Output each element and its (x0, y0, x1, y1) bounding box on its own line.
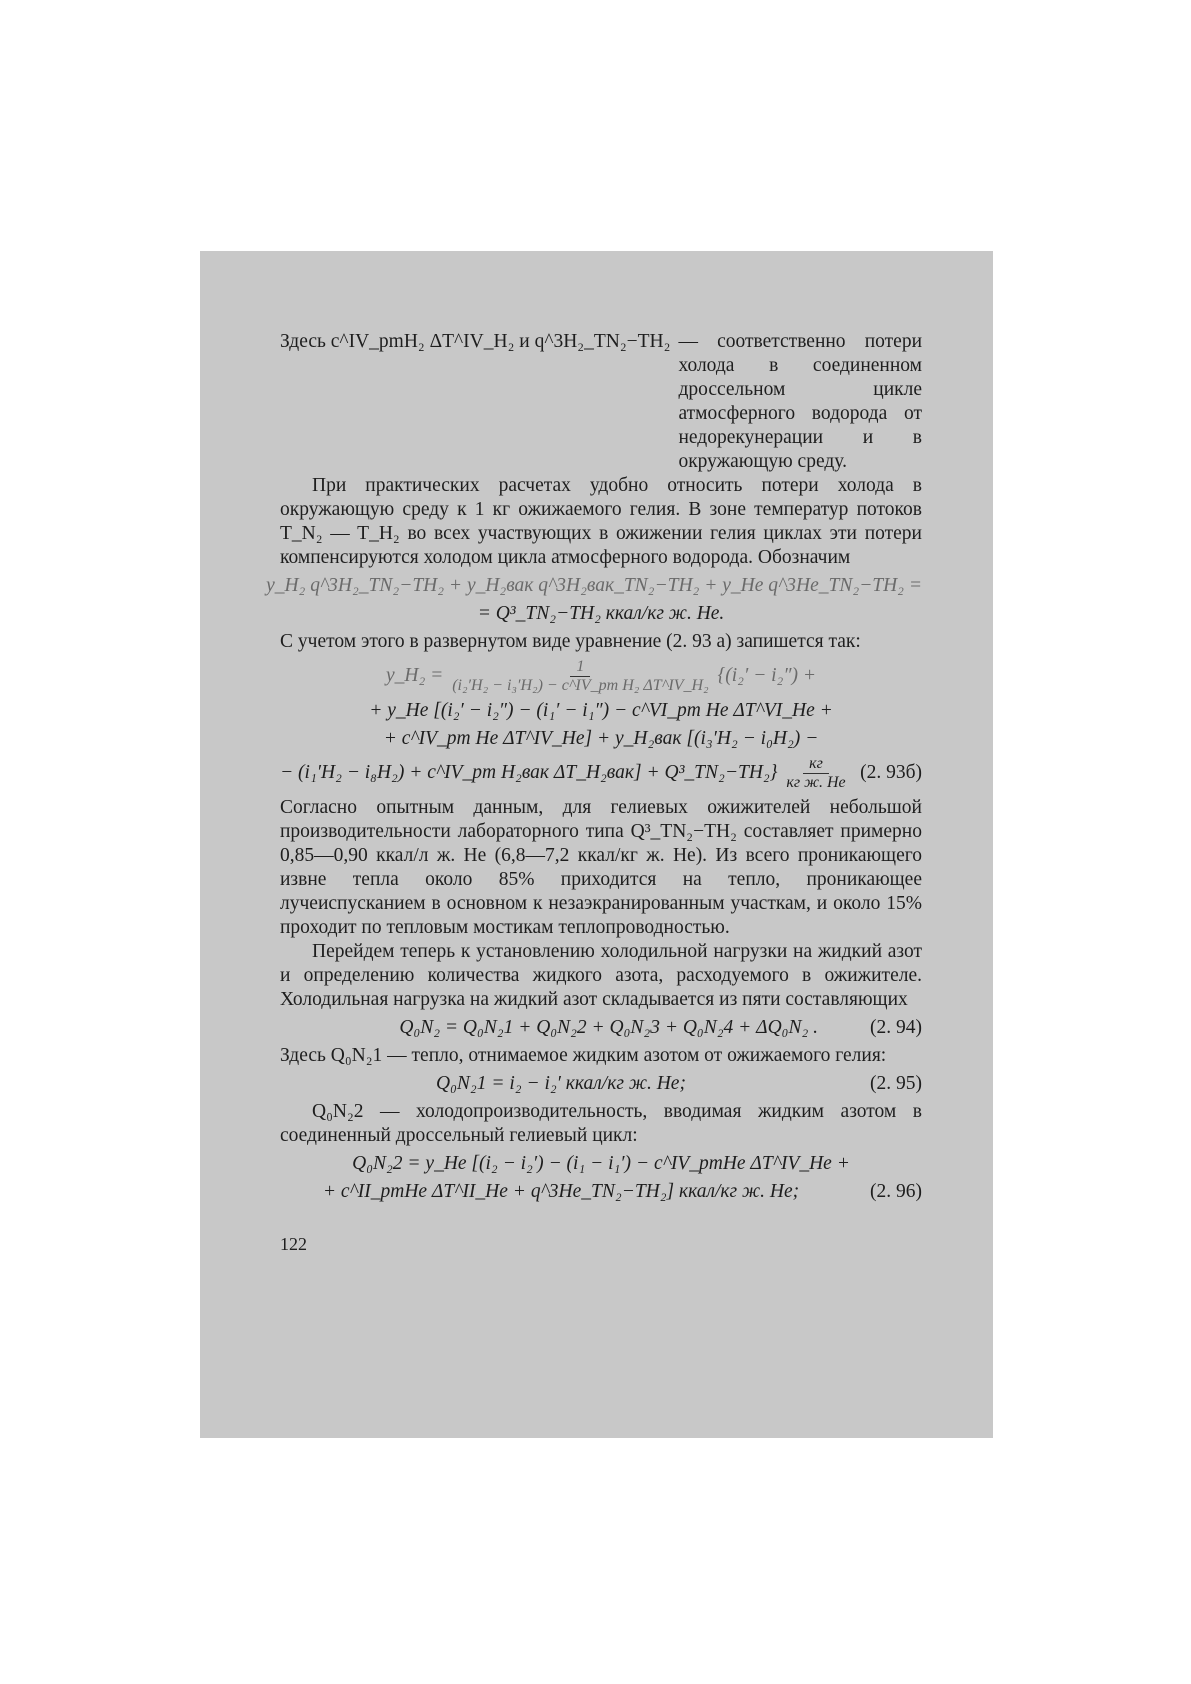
paragraph-heat-losses: При практических расчетах удобно относить потери холода в окружающую среду к 1 кг ожижаемого гелия. В зоне температур потоков T_N₂ — T_H₂ во всех участвующих в ожижении гелия циклах эти потери компенсируются холодом цикла атмосферного водорода. Обозначим (280, 475, 922, 568)
page-content (266, 330, 922, 1256)
equation-294: Q₀N₂ = Q₀N₂1 + Q₀N₂2 + Q₀N₂3 + Q₀N₂4 + ΔQ₀N₂ . (2. 94) (399, 1017, 922, 1038)
paragraph-q1-definition: Здесь Q₀N₂1 — тепло, отнимаемое жидким азотом от ожижаемого гелия: (280, 1045, 887, 1066)
equation-number-296: (2. 96) (870, 1181, 922, 1202)
here-intro: Здесь c^IV_pmH₂ ΔT^IV_H₂ и q^3H₂_TN₂−TH₂ (280, 331, 671, 352)
page-number: 122 (280, 1234, 307, 1254)
equation-number-295: (2. 95) (870, 1073, 922, 1094)
paragraph-q2-definition: Q₀N₂2 — холодопроизводительность, вводимая жидким азотом в соединенный дроссельный гелиевый цикл: (280, 1101, 922, 1146)
equation-293b-fraction: $\frac{1}{\text{(i₂′H₂ − i₃′H₂) − c\textasciicircum{}IV\_pm H₂ ΔT\textasciicircum{}IV\_H₂}}$ (452, 658, 709, 694)
equation-295: Q₀N₂1 = i₂ − i₂′ ккал/кг ж. Не; (2. 95) (436, 1073, 922, 1094)
paragraph-nitrogen-load: Перейдем теперь к установлению холодильной нагрузки на жидкий азот и определению количества жидкого азота, расходуемого в ожижителе. Холодильная нагрузка на жидкий азот складывается из пяти составляющих (280, 941, 922, 1010)
equation-definition-line1: y_H₂ q^3H₂_TN₂−TH₂ + y_H₂вак q^3H₂вак_TN₂−TH₂ + y_He q^3He_TN₂−TH₂ = (266, 575, 922, 596)
equation-296-line1: Q₀N₂2 = y_He [(i₂ − i₂′) − (i₁ − i₁′) − c^IV_pmHe ΔT^IV_He + (352, 1153, 850, 1174)
equation-293b-unit: $\frac{кг}{\text{кг ж. Не}}$ (786, 755, 846, 791)
paragraph-experimental-data: Согласно опытным данным, для гелиевых ожижителей небольшой производительности лабораторного типа Q³_TN₂−TH₂ составляет примерно 0,85—0,90 ккал/л ж. Не (6,8—7,2 ккал/кг ж. Не). Из всего проникающего извне тепла около 85% приходится на тепло, проникающее лучеиспусканием в основном к незаэкранированным участкам, и около 15% проходит по тепловым мостикам теплопроводностью. (280, 797, 922, 938)
equation-definition-line2: = Q³_TN₂−TH₂ ккал/кг ж. Не. (477, 603, 725, 624)
equation-293b-line4: − (i₁′H₂ − i₈H₂) + c^IV_pm H₂вак ΔT_H₂вак] + Q³_TN₂−TH₂} $\frac{кг}{\text{кг ж. Не}}$ (2. 93б) (280, 755, 922, 791)
equation-number-293b: (2. 93б) (860, 761, 922, 783)
equation-293b-line2: + y_He [(i₂′ − i₂″) − (i₁′ − i₁″) − c^VI_pm He ΔT^VI_He + (369, 700, 833, 721)
paragraph-expanded-form: С учетом этого в развернутом виде уравнение (2. 93 а) запишется так: (280, 631, 861, 652)
equation-293b-line1: y_H₂ = $\frac{1}{\text{(i₂′H₂ − i₃′H₂) − c\textasciicircum{}IV\_pm H₂ ΔT\textasciicircum{}IV\_H₂}}$ {(i₂′ − i₂″) + (386, 658, 816, 694)
equation-296-line2: + c^II_pmHe ΔT^II_He + q^3He_TN₂−TH₂] ккал/кг ж. Не; (2. 96) (322, 1181, 922, 1202)
equation-293b-line3: + c^IV_pm He ΔT^IV_He] + y_H₂вак [(i₃′H₂ − i₀H₂) − (383, 728, 819, 749)
equation-number-294: (2. 94) (870, 1017, 922, 1038)
here-block (280, 330, 922, 474)
here-description: — соответственно потери холода в соединенном дроссельном цикле атмосферного водорода от недорекунерации и в окружающую среду. (678, 331, 922, 472)
